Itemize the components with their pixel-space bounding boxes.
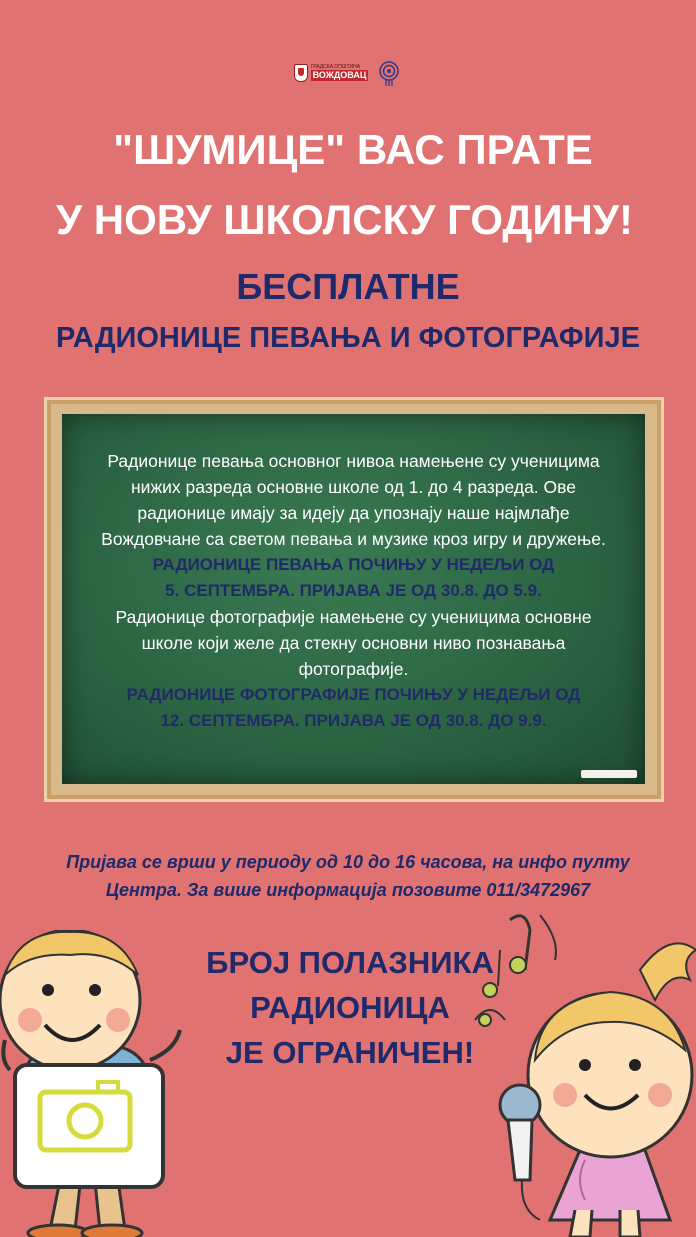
kid-with-camera-illustration	[0, 930, 190, 1237]
photography-start-line-2: 12. СЕПТЕМБРА. ПРИЈАВА ЈЕ ОД 30.8. ДО 9.9.	[160, 711, 547, 730]
registration-info-line-2: Центра. За више информација позовите 011/3472967	[105, 880, 591, 900]
limit-line-1: БРОЈ ПОЛАЗНИКА	[206, 945, 494, 980]
main-title-line-1: "ШУМИЦЕ" ВАС ПРАТЕ	[113, 126, 593, 173]
singing-description: Радионице певања основног нивоа намењене су ученицима нижих разреда основне школе од 1. до 4 разреда. Ове радионице имају за идеју да упознају наше најмлађе Вождовчане са светом певања и музике кроз игру и дружење.	[101, 451, 606, 549]
photography-start-line-1: РАДИОНИЦЕ ФОТОГРАФИЈЕ ПОЧИЊУ У НЕДЕЉИ ОД	[126, 685, 581, 704]
singing-start-line-1: РАДИОНИЦЕ ПЕВАЊА ПОЧИЊУ У НЕДЕЉИ ОД	[152, 555, 555, 574]
camera-frame	[15, 1065, 163, 1187]
subtitle-free: БЕСПЛАТНЕ	[236, 266, 460, 307]
vozdovac-logo-small-text: ГРАДСКА ОПШТИНА	[310, 64, 361, 70]
coat-of-arms-icon	[294, 64, 308, 82]
registration-info-line-1: Пријава се врши у периоду од 10 до 16 часова, на инфо пулту	[66, 852, 630, 872]
logos-row	[0, 60, 696, 86]
chalkboard	[44, 397, 664, 802]
chalk-piece	[581, 770, 637, 778]
photography-description: Радионице фотографије намењене су ученицима основне школе који желе да стекну основни ниво познавања фотографије.	[115, 607, 592, 679]
subtitle-workshops: РАДИОНИЦЕ ПЕВАЊА И ФОТОГРАФИЈЕ	[56, 322, 640, 354]
sumice-logo-icon	[376, 60, 402, 86]
limit-line-3: ЈЕ ОГРАНИЧЕН!	[225, 1035, 475, 1070]
vozdovac-logo-name: ВОЖДОВАЦ	[312, 70, 367, 80]
chalkboard-text	[62, 448, 645, 734]
main-title-line-2: У НОВУ ШКОЛСКУ ГОДИНУ!	[56, 196, 633, 243]
vozdovac-logo	[294, 64, 369, 82]
registration-info	[0, 848, 696, 904]
singing-start-line-2: 5. СЕПТЕМБРА. ПРИЈАВА ЈЕ ОД 30.8. ДО 5.9.	[165, 581, 542, 600]
limit-line-2: РАДИОНИЦА	[250, 990, 450, 1025]
chalkboard-surface	[62, 414, 645, 784]
girl-singing-illustration	[470, 910, 696, 1237]
